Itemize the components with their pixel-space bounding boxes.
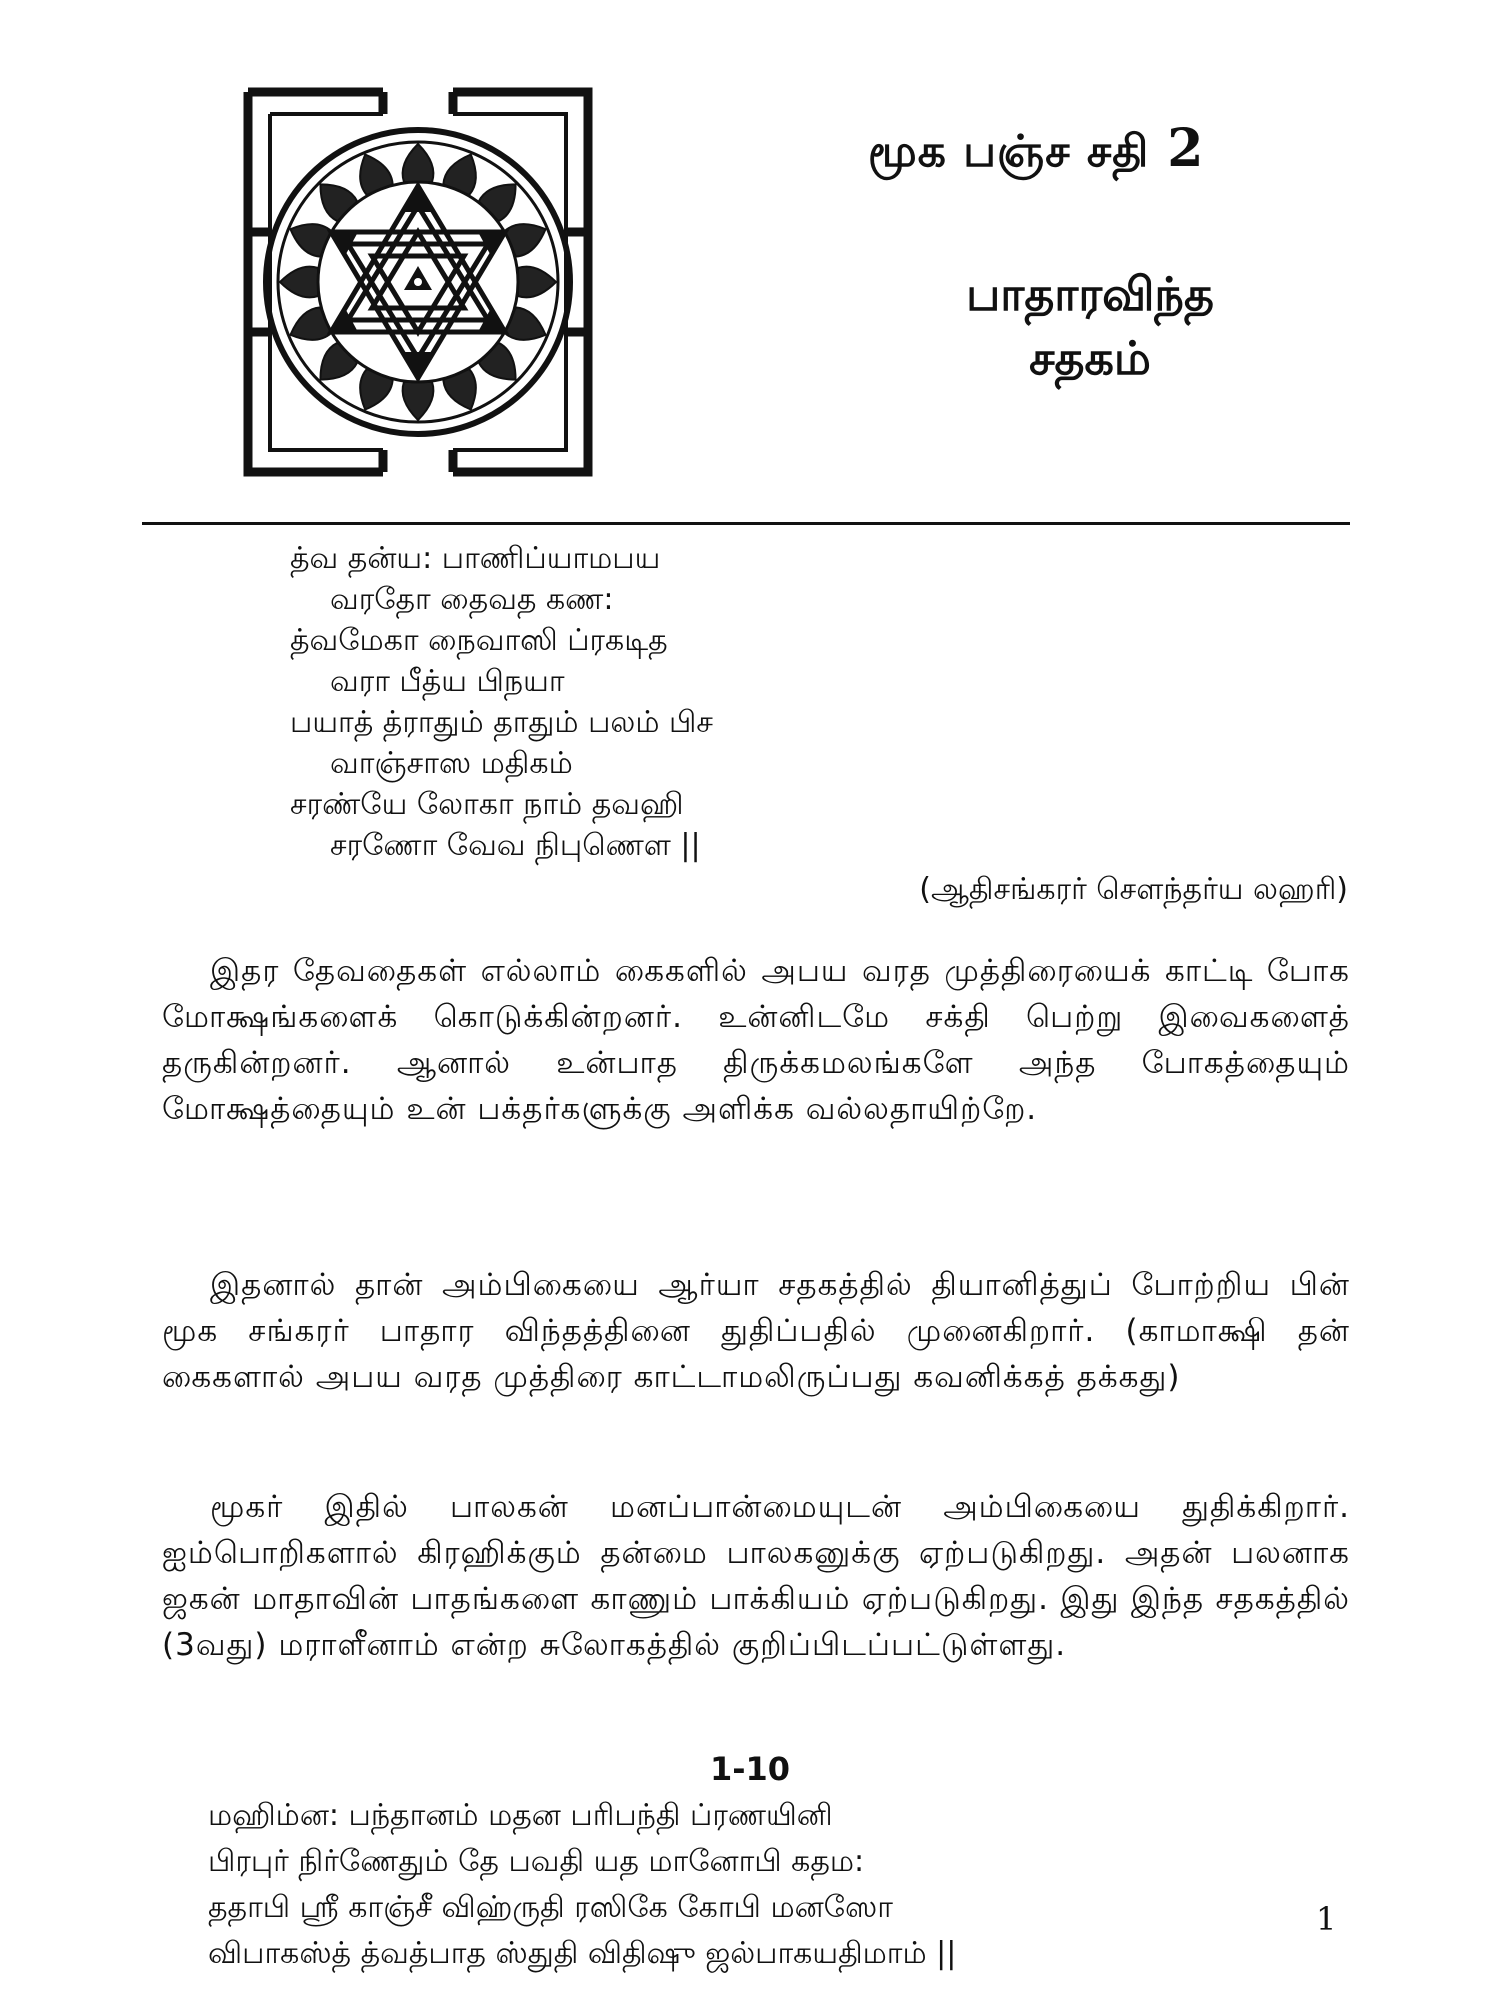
paragraph-1: இதர தேவதைகள் எல்லாம் கைகளில் அபய வரத முத்திரையைக் காட்டி போக மோக்ஷங்களைக் கொடுக்கின்றனர். உன்னிடமே சக்தி பெற்று இவைகளைத் தருகின்றனர். ஆனால் உன்பாத திருக்கமலங்களே அந்த போகத்தையும் மோக்ஷத்தையும் உன் பக்தர்களுக்கு அளிக்க வல்லதாயிற்றே. xyxy=(162,953,1350,1127)
shloka-line: பிரபுர் நிர்ணேதும் தே பவதி யத மானோபி கதம: xyxy=(208,1844,865,1879)
sri-chakra-yantra-icon xyxy=(228,82,608,482)
quoted-verse xyxy=(290,538,713,866)
verse-attribution: (ஆதிசங்கரர் சௌந்தர்ய லஹரி) xyxy=(919,872,1348,907)
shloka xyxy=(208,1793,956,1977)
page-number: 1 xyxy=(1316,1900,1337,1938)
shloka-line: விபாகஸ்த் த்வத்பாத ஸ்துதி விதிஷு ஜல்பாகயதிமாம் || xyxy=(208,1936,957,1971)
chapter-title xyxy=(880,262,1300,390)
chapter-title-line-2: சதகம் xyxy=(1029,331,1151,385)
verse-line: வரா பீத்ய பிநயா xyxy=(330,664,565,699)
paragraph-2: இதனால் தான் அம்பிகையை ஆர்யா சதகத்தில் தியானித்துப் போற்றிய பின் மூக சங்கரர் பாதார விந்தத்தினை துதிப்பதில் முனைகிறார். (காமாக்ஷி தன் கைகளால் அபய வரத முத்திரை காட்டாமலிருப்பது கவனிக்கத் தக்கது) xyxy=(162,1267,1350,1395)
verse-line: வரதோ தைவத கண: xyxy=(330,582,614,617)
verse-line: த்வ தன்ய: பாணிப்யாமபய xyxy=(290,541,661,576)
header-divider xyxy=(142,522,1350,525)
chapter-title-line-1: பாதாரவிந்த xyxy=(966,267,1214,321)
verse-line: வாஞ்சாஸ மதிகம் xyxy=(330,746,573,781)
verse-line: பயாத் த்ராதும் தாதும் பலம் பிச xyxy=(290,705,713,740)
series-number: 2 xyxy=(1167,118,1205,179)
series-title xyxy=(868,118,1204,183)
shloka-line: ததாபி ஸ்ரீ காஞ்சீ விஹ்ருதி ரஸிகே கோபி மனஸோ xyxy=(208,1890,893,1925)
verse-line: சரண்யே லோகா நாம் தவஹி xyxy=(290,787,684,822)
verse-line: சரணோ வேவ நிபுணௌ || xyxy=(330,828,701,863)
shloka-line: மஹிம்ன: பந்தானம் மதன பரிபந்தி ப்ரணயினி xyxy=(208,1798,833,1833)
section-number: 1-10 xyxy=(709,1750,791,1788)
series-title-text: மூக பஞ்ச சதி xyxy=(868,126,1150,177)
verse-line: த்வமேகா நைவாஸி ப்ரகடித xyxy=(290,623,668,658)
paragraph-3: மூகர் இதில் பாலகன் மனப்பான்மையுடன் அம்பிகையை துதிக்கிறார். ஐம்பொறிகளால் கிரஹிக்கும் தன்மை பாலகனுக்கு ஏற்படுகிறது. அதன் பலனாக ஜகன் மாதாவின் பாதங்களை காணும் பாக்கியம் ஏற்படுகிறது. இது இந்த சதகத்தில் (3வது) மராளீனாம் என்ற சுலோகத்தில் குறிப்பிடப்பட்டுள்ளது. xyxy=(162,1489,1350,1663)
